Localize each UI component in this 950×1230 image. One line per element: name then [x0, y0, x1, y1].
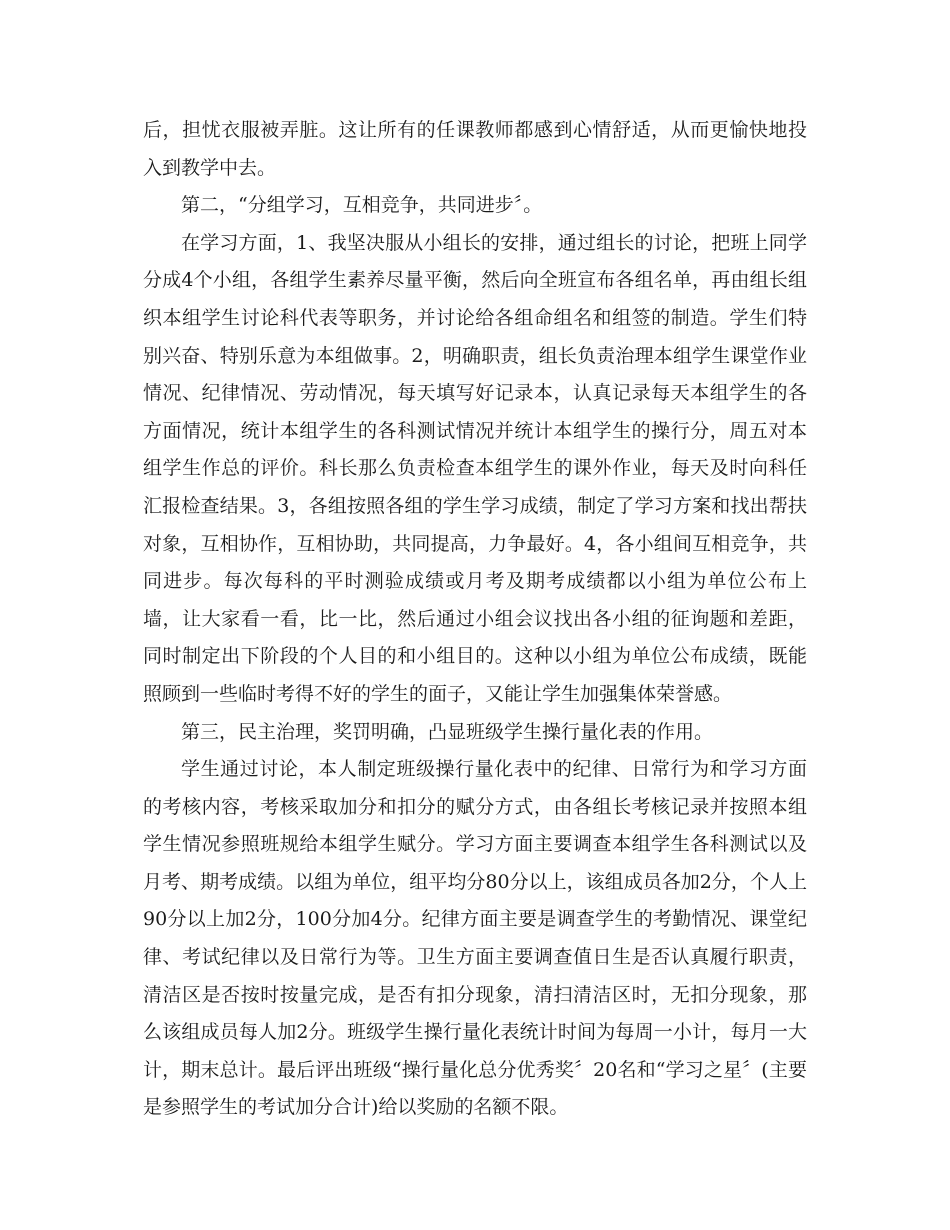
paragraph-continuation: 后，担忧衣服被弄脏。这让所有的任课教师都感到心情舒适，从而更愉快地投入到教学中去。: [143, 119, 807, 179]
document-body: [143, 112, 807, 1127]
paragraph-heading-second: 第二，“分组学习，互相竞争，共同进步〞。: [181, 194, 543, 217]
paragraph-conduct-scoring: 学生通过讨论，本人制定班级操行量化表中的纪律、日常行为和学习方面的考核内容，考核采取加分和扣分的赋分方式，由各组长考核记录并按照本组学生情况参照班规给本组学生赋分。学习方面主要调查本组学生各科测试以及月考、期考成绩。以组为单位，组平均分80分以上，该组成员各加2分，个人上90分以上加2分，100分加4分。纪律方面主要是调查学生的考勤情况、课堂纪律、考试纪律以及日常行为等。卫生方面主要调查值日生是否认真履行职责，清洁区是否按时按量完成，是否有扣分现象，清扫清洁区时，无扣分现象，那么该组成员每人加2分。班级学生操行量化表统计时间为每周一小计，每月一大计，期末总计。最后评出班级“操行量化总分优秀奖〞20名和“学习之星〞(主要是参照学生的考试加分合计)给以奖励的名额不限。: [143, 758, 807, 1119]
paragraph-learning-groups: 在学习方面，1、我坚决服从小组长的安排，通过组长的讨论，把班上同学分成4个小组，各组学生素养尽量平衡，然后向全班宣布各组名单，再由组长组织本组学生讨论科代表等职务，并讨论给各组命组名和组签的制造。学生们特别兴奋、特别乐意为本组做事。2，明确职责，组长负责治理本组学生课堂作业情况、纪律情况、劳动情况，每天填写好记录本，认真记录每天本组学生的各方面情况，统计本组学生的各科测试情况并统计本组学生的操行分，周五对本组学生作总的评价。科长那么负责检查本组学生的课外作业，每天及时向科任汇报检查结果。3，各组按照各组的学生学习成绩，制定了学习方案和找出帮扶对象，互相协作，互相协助，共同提高，力争最好。4，各小组间互相竞争，共同进步。每次每科的平时测验成绩或月考及期考成绩都以小组为单位公布上墙，让大家看一看，比一比，然后通过小组会议找出各小组的征询题和差距，同时制定出下阶段的个人目的和小组目的。这种以小组为单位公布成绩，既能照顾到一些临时考得不好的学生的面子，又能让学生加强集体荣誉感。: [143, 231, 807, 705]
paragraph-heading-third: 第三，民主治理，奖罚明确，凸显班级学生操行量化表的作用。: [181, 720, 714, 743]
